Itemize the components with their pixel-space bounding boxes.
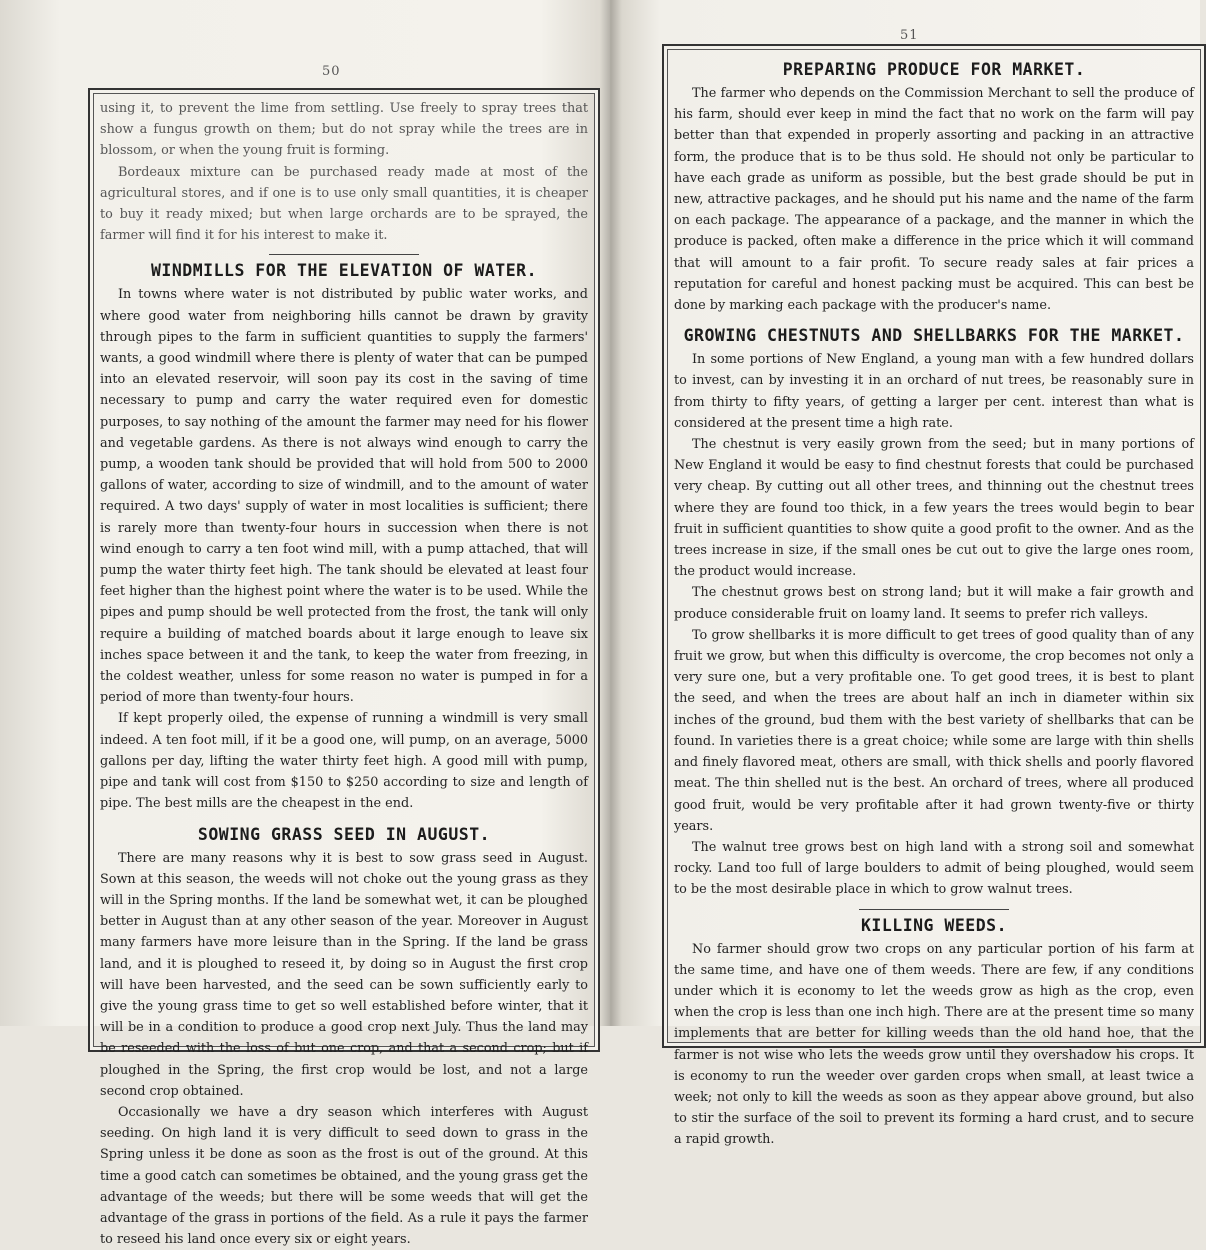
- heading-sowing-grass: SOWING GRASS SEED IN AUGUST.: [197, 824, 491, 844]
- heading-chestnuts: GROWING CHESTNUTS AND SHELLBARKS FOR THE MARKET.: [683, 326, 1185, 346]
- produce-paragraph-1: The farmer who depends on the Commission Merchant to sell the produce of his farm, should ever keep in mind the fact that no work on the farm will pay better than that expended in properly assorting and packing in an attractive form, the produce that is to be thus sold. He should not only be particular to have each grade as uniform as possible, but the best grade should be put in new, attractive packages, and he should put his name and the name of the farm on each package. The appearance of a package, and the manner in which the produce is packed, often make a difference in the price which it will command that will amount to a fair profit. To secure ready sales at fair prices a reputation for careful and honest packing must be acquired. This can best be done by marking each package with the producer's name.: [674, 86, 1194, 314]
- windmills-paragraph-2: If kept properly oiled, the expense of running a windmill is very small indeed. A ten foot mill, if it be a good one, will pump, on an average, 5000 gallons per day, lifting the water thirty feet high. A good mill with pump, pipe and tank will cost from $150 to $250 according to size and length of pipe. The best mills are the cheapest in the end.: [100, 711, 588, 812]
- section-divider: [859, 909, 1009, 910]
- left-page-frame: [88, 88, 600, 1248]
- windmills-paragraph-1: In towns where water is not distributed by public water works, and where good water from neighboring hills cannot be drawn by gravity through pipes to the farm in sufficient quantities to supply the farmers' wants, a good windmill where there is plenty of water that can be pumped into an elevated reservoir, will soon pay its cost in the saving of time necessary to pump and carry the water required even for domestic purposes, to say nothing of the amount the farmer may need for his flower and vegetable gardens. As there is not always wind enough to carry the pump, a wooden tank should be provided that will hold from 500 to 2000 gallons of water, according to size of windmill, and to the amount of water required. A two days' supply of water in most localities is sufficient; there is rarely more than twenty-four hours in succession when there is not wind enough to carry a ten foot wind mill, with a pump attached, that will pump the water thirty feet high. The tank should be elevated at least four feet higher than the highest point where the water is to be used. While the pipes and pump should be well protected from the frost, the tank will only require a building of matched boards about it large enough to leave six inches space between it and the tank, to keep the water from freezing, in the coldest weather, unless for some reason no water is pumped in for a period of more than twenty-four hours.: [100, 287, 588, 706]
- right-page: [610, 0, 1200, 1148]
- grass-paragraph-2: Occasionally we have a dry season which interferes with August seeding. On high land it is very difficult to seed down to grass in the Spring unless it be done as soon as the frost is out of the ground. At this time a good catch can sometimes be obtained, and the young grass get the advantage of the weeds; but there will be some weeds that will get the advantage of the grass in portions of the field. As a rule it pays the farmer to reseed his land once every six or eight years.: [100, 1104, 588, 1248]
- right-page-frame: [662, 44, 1206, 1148]
- chestnuts-paragraph-5: The walnut tree grows best on high land with a strong soil and somewhat rocky. Land too full of large boulders to admit of being ploughed, would seem to be the most desirable place in which to grow walnut trees.: [674, 839, 1194, 898]
- intro-paragraph-2: Bordeaux mixture can be purchased ready made at most of the agricultural stores, and if one is to use only small quantities, it is cheaper to buy it ready mixed; but when large orchards are to be sprayed, the farmer will find it for his interest to make it.: [100, 164, 588, 244]
- page-number-right: 51: [900, 28, 919, 43]
- page-number-left: 50: [322, 64, 341, 79]
- heading-preparing-produce: PREPARING PRODUCE FOR MARKET.: [782, 60, 1086, 79]
- intro-paragraph-1: using it, to prevent the lime from settling. Use freely to spray trees that show a fungus growth on them; but do not spray while the trees are in blossom, or when the young fruit is forming.: [100, 101, 588, 159]
- section-divider: [269, 254, 419, 255]
- book-gutter: [600, 0, 622, 1026]
- grass-paragraph-1: There are many reasons why it is best to sow grass seed in August. Sown at this season, the weeds will not choke out the young grass as they will in the Spring months. If the land be somewhat wet, it can be ploughed better in August than at any other season of the year. Moreover in August many farmers have more leisure than in the Spring. If the land be grass land, and it is ploughed to reseed it, by doing so in August the first crop will have been harvested, and the seed can be sown sufficiently early to give the young grass time to get so well established before winter, that it will be in a condition to produce a good crop next July. Thus the land may be reseeded with the loss of but one crop, and that a second crop; but if ploughed in the Spring, the first crop would be lost, and not a large second crop obtained.: [100, 850, 588, 1099]
- heading-killing-weeds: KILLING WEEDS.: [860, 915, 1008, 935]
- chestnuts-paragraph-1: In some portions of New England, a young man with a few hundred dollars to invest, can by investing it in an orchard of nut trees, be reasonably sure in from thirty to fifty years, of getting a larger per cent. interest than what is considered at the present time a high rate.: [674, 352, 1194, 431]
- heading-windmills: WINDMILLS FOR THE ELEVATION OF WATER.: [150, 261, 538, 281]
- chestnuts-paragraph-4: To grow shellbarks it is more difficult to get trees of good quality than of any fruit we grow, but when this difficulty is overcome, the crop becomes not only a very sure one, but a very profitable one. To get good trees, it is best to plant the seed, and when the trees are about half an inch in diameter within six inches of the ground, bud them with the best variety of shellbarks that can be found. In varieties there is a great choice; while some are large with thin shells and finely flavored meat, others are small, with thick shells and poorly flavored meat. The thin shelled nut is the best. An orchard of trees, where all produced good fruit, would be very profitable after it had grown twenty-five or thirty years.: [674, 627, 1194, 834]
- weeds-paragraph-1: No farmer should grow two crops on any particular portion of his farm at the same time, and have one of them weeds. There are few, if any conditions under which it is economy to let the weeds grow as high as the crop, even when the crop is less than one inch high. There are at the present time so many implements that are better for killing weeds than the old hand hoe, that the farmer is not wise who lets the weeds grow until they overshadow his crops. It is economy to run the weeder over garden crops when small, at least twice a week; not only to kill the weeds as soon as they appear above ground, but also to stir the surface of the soil to prevent its forming a hard crust, and to secure a rapid growth.: [674, 941, 1194, 1148]
- chestnuts-paragraph-2: The chestnut is very easily grown from the seed; but in many portions of New England it would be easy to find chestnut forests that could be purchased very cheap. By cutting out all other trees, and thinning out the chestnut trees where they are found too thick, in a few years the trees would begin to bear fruit in sufficient quantities to show quite a good profit to the owner. And as the trees increase in size, if the small ones be cut out to give the large ones room, the product would increase.: [674, 437, 1194, 580]
- chestnuts-paragraph-3: The chestnut grows best on strong land; but it will make a fair growth and produce considerable fruit on loamy land. It seems to prefer rich valleys.: [674, 585, 1194, 622]
